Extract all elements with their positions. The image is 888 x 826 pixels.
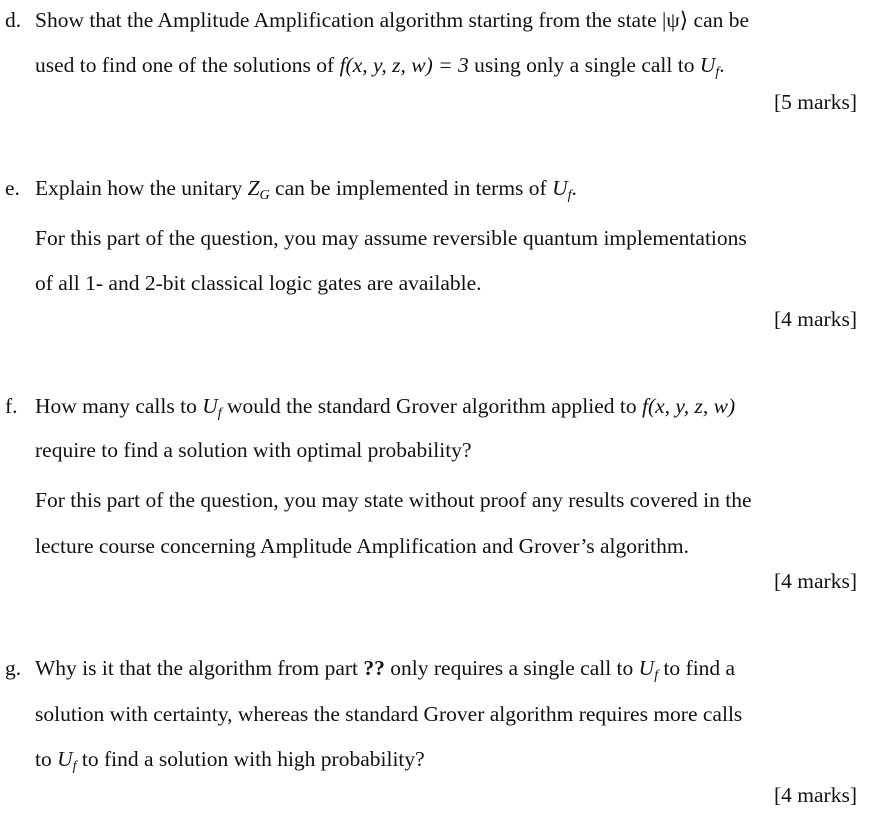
unitary-sub: f bbox=[567, 188, 572, 203]
question-g-text-3b: to find a solution with high probability? bbox=[81, 747, 425, 771]
unitary-sub: f bbox=[217, 406, 222, 421]
question-g-text-3a: to bbox=[35, 747, 52, 771]
unitary-U: U bbox=[57, 747, 73, 771]
period: . bbox=[719, 53, 725, 77]
question-f-text-1b: would the standard Grover algorithm applied to bbox=[227, 394, 637, 418]
question-d-text-1b: can be bbox=[693, 8, 750, 32]
question-g-label: g. bbox=[5, 656, 22, 680]
question-e-label: e. bbox=[5, 176, 20, 200]
question-f-line-3: For this part of the question, you may state without proof any results covered in the bbox=[35, 488, 752, 512]
psi-ket: |ψ⟩ bbox=[662, 8, 689, 32]
unitary-sub: f bbox=[72, 759, 77, 774]
question-d-marks: [5 marks] bbox=[774, 90, 857, 114]
question-d-text-1a: Show that the Amplitude Amplification algorithm starting from the state bbox=[35, 8, 657, 32]
question-e-line-2: For this part of the question, you may assume reversible quantum implementations bbox=[35, 226, 747, 250]
unitary-U: U bbox=[202, 394, 218, 418]
unitary-U: U bbox=[699, 53, 716, 77]
question-d-text-2b: using only a single call to bbox=[474, 53, 695, 77]
unitary-sub: f bbox=[654, 668, 659, 683]
period: . bbox=[571, 176, 577, 200]
question-e-line-1 bbox=[35, 175, 577, 201]
function-args: (x, y, z, w) bbox=[647, 394, 736, 418]
question-d-line-2 bbox=[35, 52, 725, 78]
unitary-U: U bbox=[552, 176, 568, 200]
question-f-label: f. bbox=[5, 394, 18, 418]
unitary-sub: f bbox=[715, 65, 720, 80]
question-f-line-2: require to find a solution with optimal probability? bbox=[35, 438, 472, 462]
question-g-line-3 bbox=[35, 746, 425, 772]
question-g-text-1c: to find a bbox=[663, 656, 736, 680]
question-f-line-4: lecture course concerning Amplitude Amplification and Grover’s algorithm. bbox=[35, 534, 689, 558]
question-e-line-3: of all 1- and 2-bit classical logic gates are available. bbox=[35, 271, 482, 295]
question-f-line-1 bbox=[35, 393, 735, 419]
unitary-Z: Z bbox=[247, 176, 260, 200]
question-g-line-2: solution with certainty, whereas the standard Grover algorithm requires more calls bbox=[35, 702, 743, 726]
function-f: f bbox=[339, 53, 346, 77]
question-d-label: d. bbox=[5, 8, 22, 32]
function-args: (x, y, z, w) = 3 bbox=[345, 53, 469, 77]
question-d-line-1 bbox=[35, 7, 749, 33]
function-f: f bbox=[641, 394, 648, 418]
unitary-Z-sub: G bbox=[259, 188, 270, 203]
broken-reference: ?? bbox=[363, 656, 385, 680]
question-g-text-1b: only requires a single call to bbox=[390, 656, 634, 680]
question-e-marks: [4 marks] bbox=[774, 307, 857, 331]
question-e-text-1b: can be implemented in terms of bbox=[275, 176, 547, 200]
unitary-U: U bbox=[638, 656, 655, 680]
question-g-text-1a: Why is it that the algorithm from part bbox=[35, 656, 359, 680]
question-d-text-2a: used to find one of the solutions of bbox=[35, 53, 335, 77]
question-e-text-1a: Explain how the unitary bbox=[35, 176, 243, 200]
question-f-marks: [4 marks] bbox=[774, 569, 857, 593]
question-g-line-1 bbox=[35, 655, 735, 681]
question-f-text-1a: How many calls to bbox=[35, 394, 197, 418]
question-g-marks: [4 marks] bbox=[774, 783, 857, 807]
